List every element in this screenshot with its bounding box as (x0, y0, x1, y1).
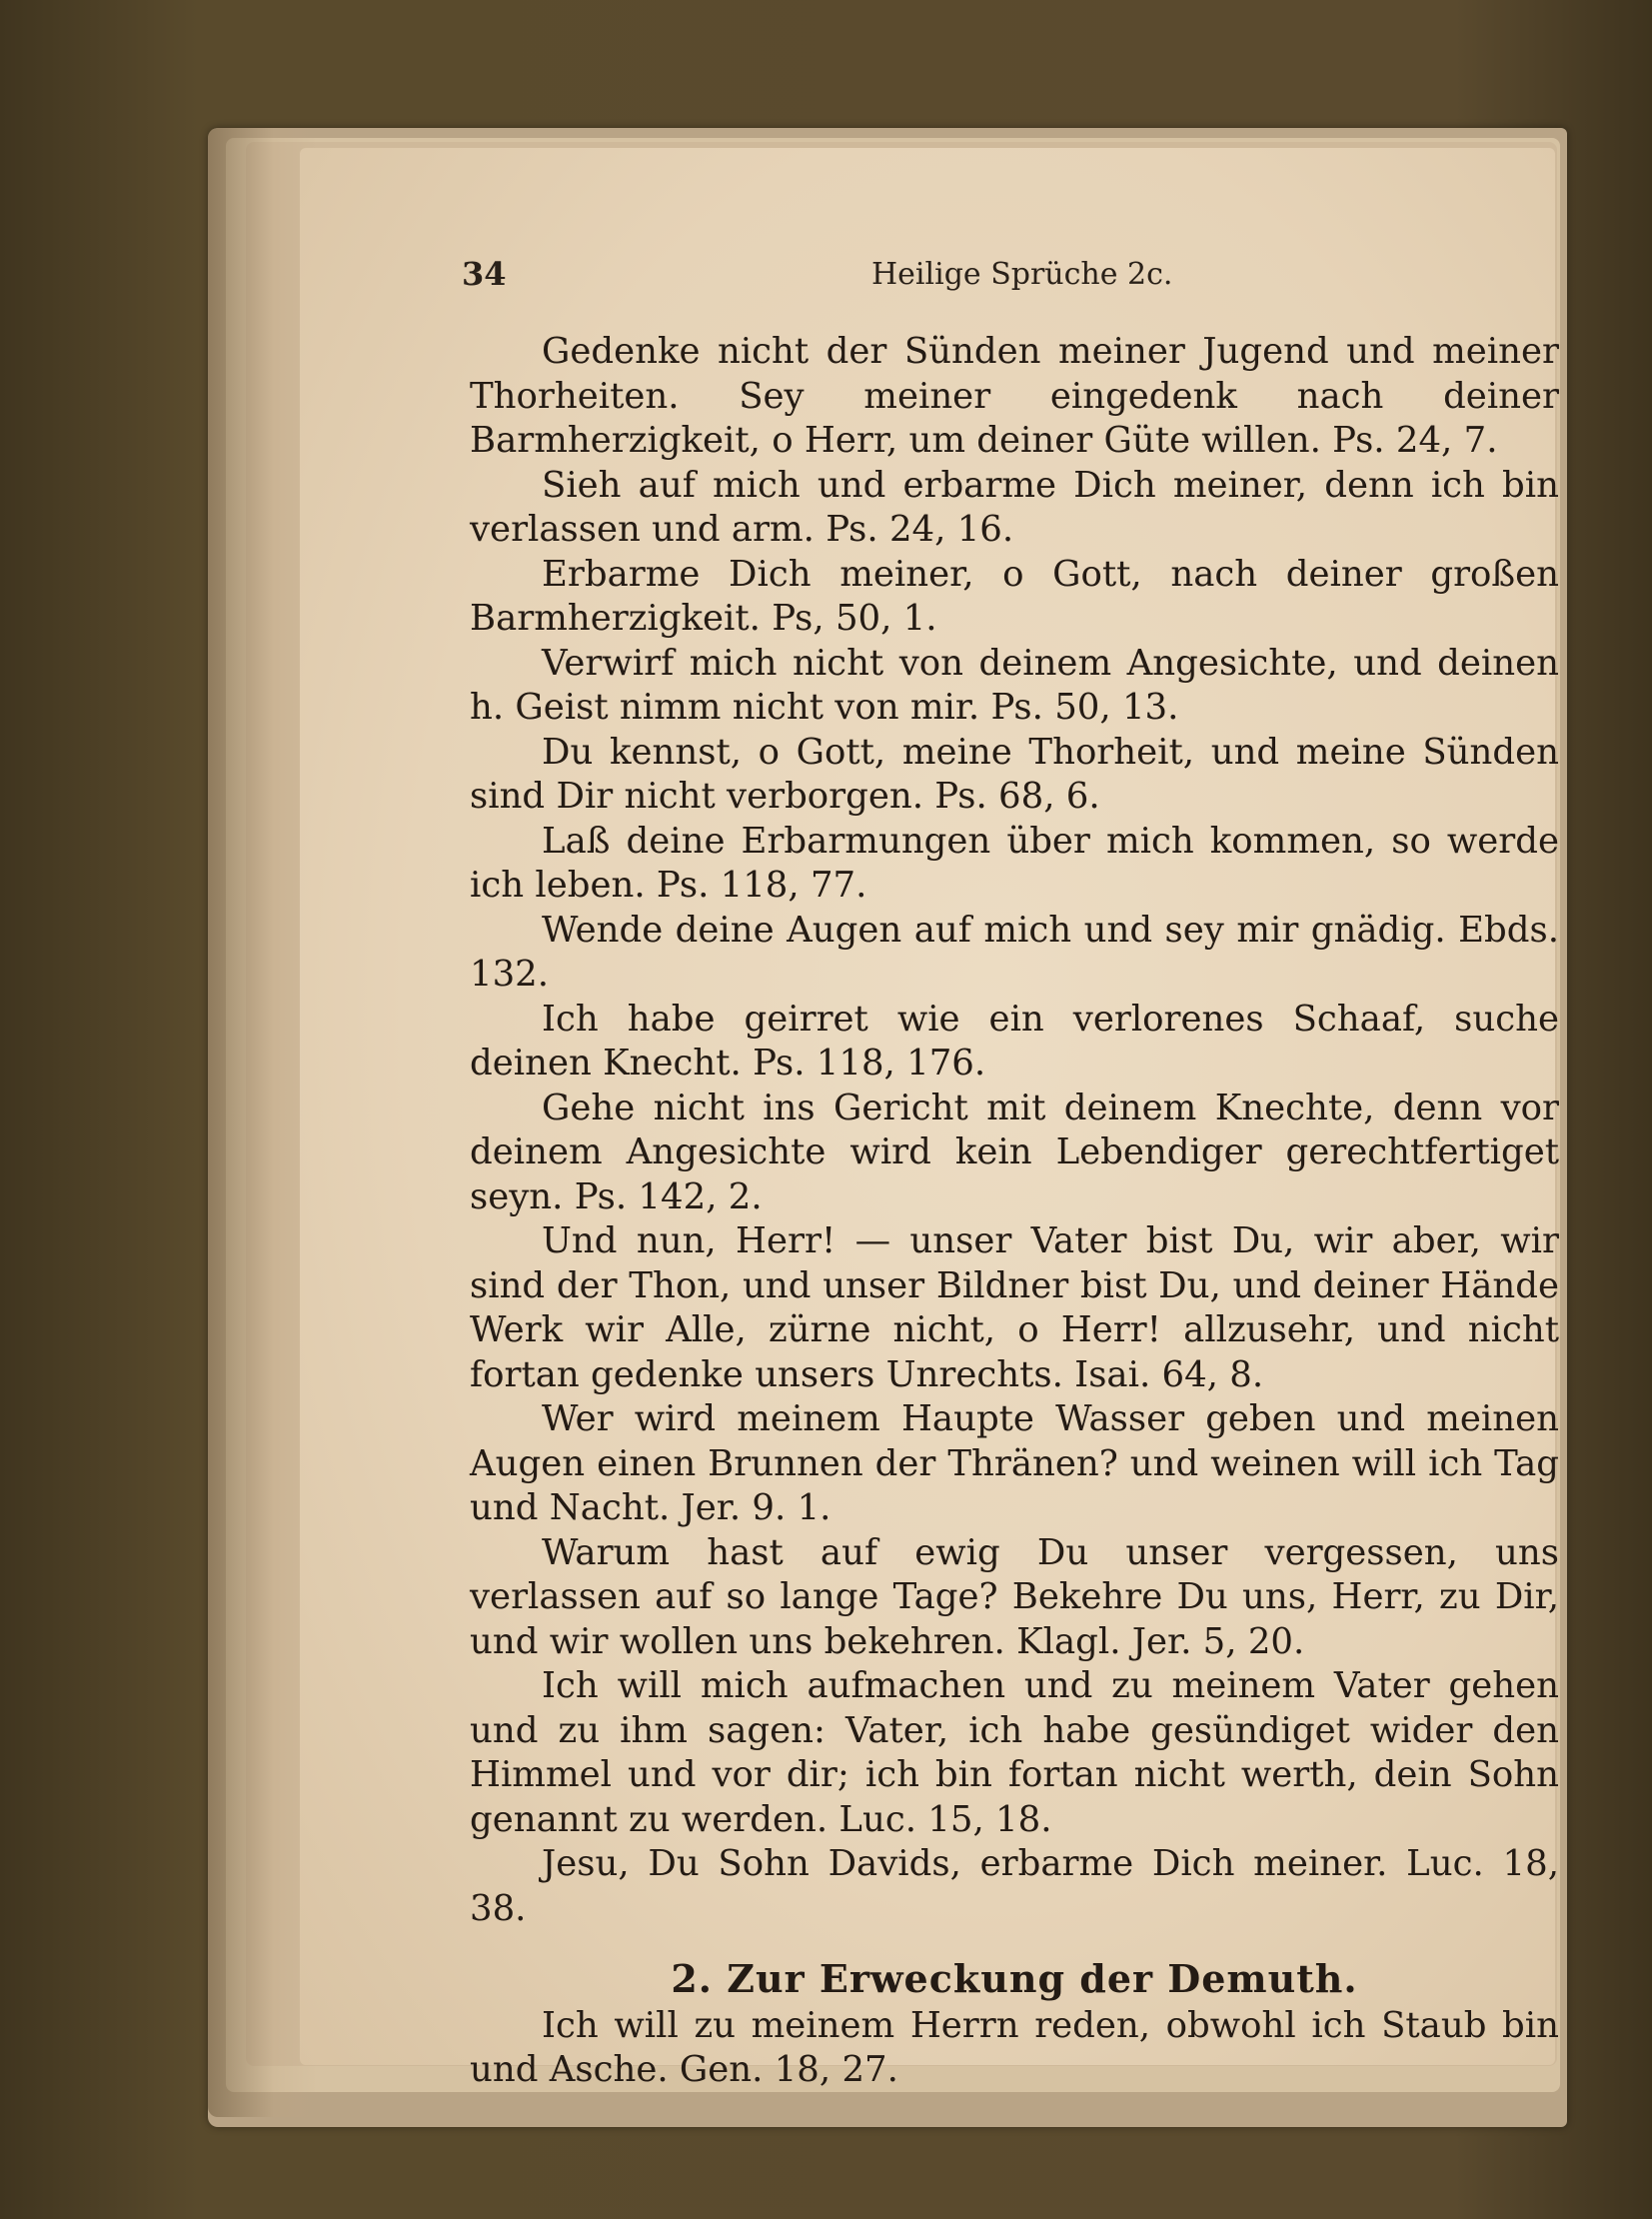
section-heading: 2. Zur Erweckung der Demuth. (671, 1956, 1358, 2001)
verse-paragraph: Jesu, Du Sohn Davids, erbarme Dich meiner. Luc. 18, 38. (470, 1843, 1559, 1929)
verse-paragraph: Du kennst, o Gott, meine Thorheit, und meine Sünden sind Dir nicht verborgen. Ps. 68, 6. (470, 731, 1559, 817)
verse-paragraph: Ich will zu meinem Herrn reden, obwohl ich Staub bin und Asche. Gen. 18, 27. (470, 2004, 1559, 2090)
verse-paragraph: Wende deine Augen auf mich und sey mir gnädig. Ebds. 132. (470, 909, 1559, 995)
page-number: 34 (462, 255, 507, 293)
verse-paragraph: Laß deine Erbarmungen über mich kommen, so werde ich leben. Ps. 118, 77. (470, 820, 1559, 906)
page-body (470, 330, 1559, 2093)
verse-paragraph: Warum hast auf ewig Du unser vergessen, uns verlassen auf so lange Tage? Bekehre Du uns, Herr, zu Dir, und wir wollen uns bekehren. Klagl. Jer. 5, 20. (470, 1531, 1559, 1662)
running-head: Heilige Sprüche 2c. (871, 257, 1173, 292)
verse-paragraph: Sieh auf mich und erbarme Dich meiner, denn ich bin verlassen und arm. Ps. 24, 16. (470, 464, 1559, 550)
page-header (462, 255, 1561, 315)
verse-paragraph: Gedenke nicht der Sünden meiner Jugend und meiner Thorheiten. Sey meiner eingedenk nach deiner Barmherzigkeit, o Herr, um deiner Güte willen. Ps. 24, 7. (470, 331, 1559, 461)
verse-paragraph: Verwirf mich nicht von deinem Angesichte, und deinen h. Geist nimm nicht von mir. Ps. 50, 13. (470, 642, 1559, 728)
verse-paragraph: Ich habe geirret wie ein verlorenes Schaaf, suche deinen Knecht. Ps. 118, 176. (470, 998, 1559, 1084)
verse-paragraph: Ich will mich aufmachen und zu meinem Vater gehen und zu ihm sagen: Vater, ich habe gesündiget wider den Himmel und vor dir; ich bin fortan nicht werth, dein Sohn genannt zu werden. Luc. 15, 18. (470, 1665, 1559, 1840)
verse-paragraph: Gehe nicht ins Gericht mit deinem Knechte, denn vor deinem Angesichte wird kein Lebendiger gerechtfertiget seyn. Ps. 142, 2. (470, 1087, 1559, 1217)
verse-paragraph: Und nun, Herr! — unser Vater bist Du, wir aber, wir sind der Thon, und unser Bildner bist Du, und deiner Hände Werk wir Alle, zürne nicht, o Herr! allzusehr, und nicht fortan gedenke unsers Unrechts. Isai. 64, 8. (470, 1220, 1559, 1395)
verse-paragraph: Erbarme Dich meiner, o Gott, nach deiner großen Barmherzigkeit. Ps, 50, 1. (470, 553, 1559, 639)
verse-paragraph: Wer wird meinem Haupte Wasser geben und meinen Augen einen Brunnen der Thränen? und weinen will ich Tag und Nacht. Jer. 9. 1. (470, 1398, 1559, 1528)
